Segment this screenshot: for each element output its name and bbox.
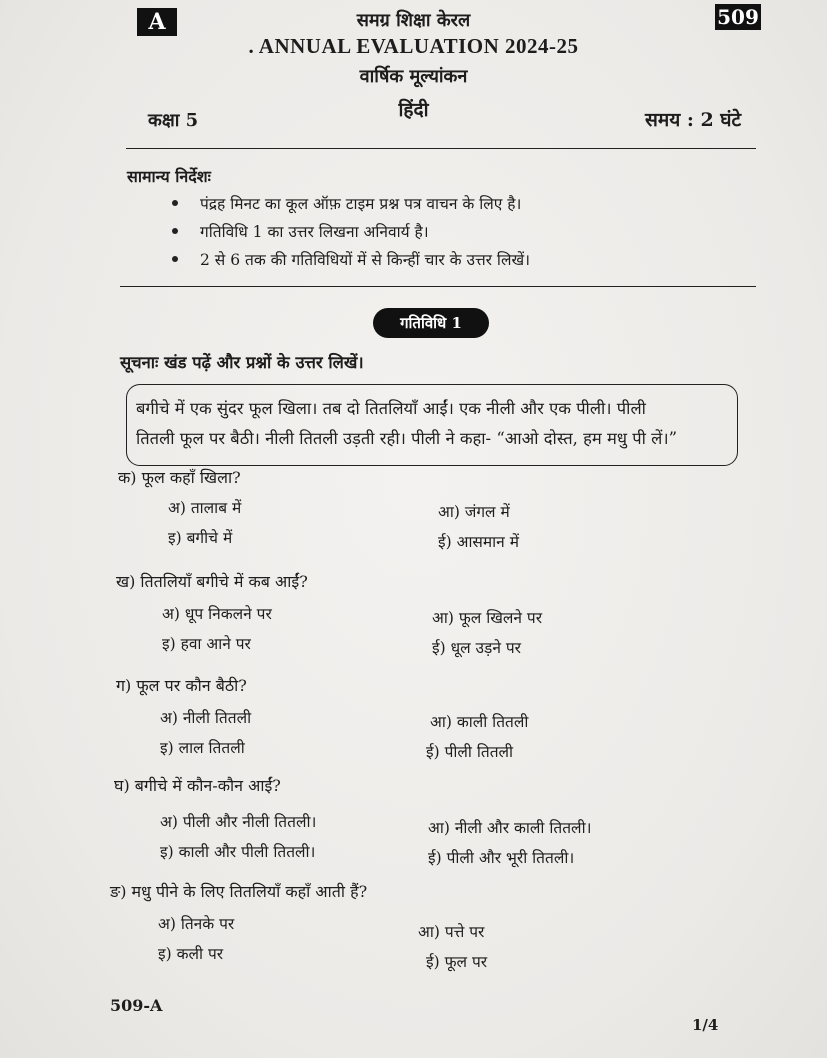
option: ई) पीली और भूरी तितली। <box>428 849 575 867</box>
time-label: समय : 2 घंटे <box>645 109 742 131</box>
option: आ) फूल खिलने पर <box>432 609 543 627</box>
footer-code: 509-A <box>110 996 163 1015</box>
instruction-item <box>172 192 521 214</box>
option: अ) पीली और नीली तितली। <box>160 813 317 831</box>
option: ई) फूल पर <box>426 953 488 971</box>
option: आ) काली तितली <box>430 713 529 731</box>
class-label: कक्षा 5 <box>148 110 199 131</box>
instruction-text: 2 से 6 तक की गतिविधियों में से किन्हीं चार के उत्तर लिखें। <box>200 251 531 269</box>
option: ई) धूल उड़ने पर <box>432 639 522 657</box>
option: इ) बगीचे में <box>168 529 233 547</box>
option: इ) हवा आने पर <box>162 635 251 653</box>
option: इ) काली और पीली तितली। <box>160 843 316 861</box>
option: अ) तालाब में <box>168 499 242 517</box>
page-number: 1/4 <box>692 1016 719 1034</box>
option: इ) लाल तितली <box>160 739 245 757</box>
bullet-icon <box>172 228 178 234</box>
bullet-icon <box>172 200 178 206</box>
activity-notice: सूचनाः खंड पढ़ें और प्रश्नों के उत्तर लिखें। <box>120 353 364 372</box>
header-divider <box>126 148 756 149</box>
option: आ) पत्ते पर <box>418 923 485 941</box>
subject-title: हिंदी <box>398 99 429 121</box>
set-badge: A <box>137 8 177 36</box>
option: आ) जंगल में <box>438 503 510 521</box>
bullet-icon <box>172 256 178 262</box>
instruction-item <box>172 220 429 242</box>
exam-title: . ANNUAL EVALUATION 2024-25 <box>248 34 579 58</box>
option: इ) कली पर <box>158 945 224 963</box>
activity-label: गतिविधि 1 <box>373 308 489 338</box>
option: आ) नीली और काली तितली। <box>428 819 592 837</box>
passage-line: तितली फूल पर बैठी। नीली तितली उड़ती रही। पीली ने कहा- “आओ दोस्त, हम मधु पी लें।” <box>136 429 678 448</box>
org-title: समग्र शिक्षा केरल <box>356 10 471 31</box>
question-text: क) फूल कहाँ खिला? <box>118 468 241 487</box>
question-text: ख) तितलियाँ बगीचे में कब आईं? <box>116 572 308 591</box>
question-text: ङ) मधु पीने के लिए तितलियाँ कहाँ आती हैं? <box>110 882 368 901</box>
option: अ) नीली तितली <box>160 709 252 727</box>
question-text: ग) फूल पर कौन बैठी? <box>116 676 247 695</box>
instruction-text: पंद्रह मिनट का कूल ऑफ़ टाइम प्रश्न पत्र वाचन के लिए है। <box>200 195 522 213</box>
exam-subtitle: वार्षिक मूल्यांकन <box>359 66 468 87</box>
option: अ) धूप निकलने पर <box>162 605 272 623</box>
instructions-title: सामान्य निर्देशः <box>127 167 211 186</box>
instruction-text: गतिविधि 1 का उत्तर लिखना अनिवार्य है। <box>200 223 429 241</box>
option: अ) तिनके पर <box>158 915 235 933</box>
code-badge: 509 <box>715 4 761 30</box>
passage-line: बगीचे में एक सुंदर फूल खिला। तब दो तितलियाँ आईं। एक नीली और एक पीली। पीली <box>136 399 646 418</box>
option: ई) पीली तितली <box>426 743 514 761</box>
question-text: घ) बगीचे में कौन-कौन आईं? <box>114 776 281 795</box>
instructions-divider <box>120 286 756 287</box>
option: ई) आसमान में <box>438 533 519 551</box>
instruction-item <box>172 248 530 270</box>
